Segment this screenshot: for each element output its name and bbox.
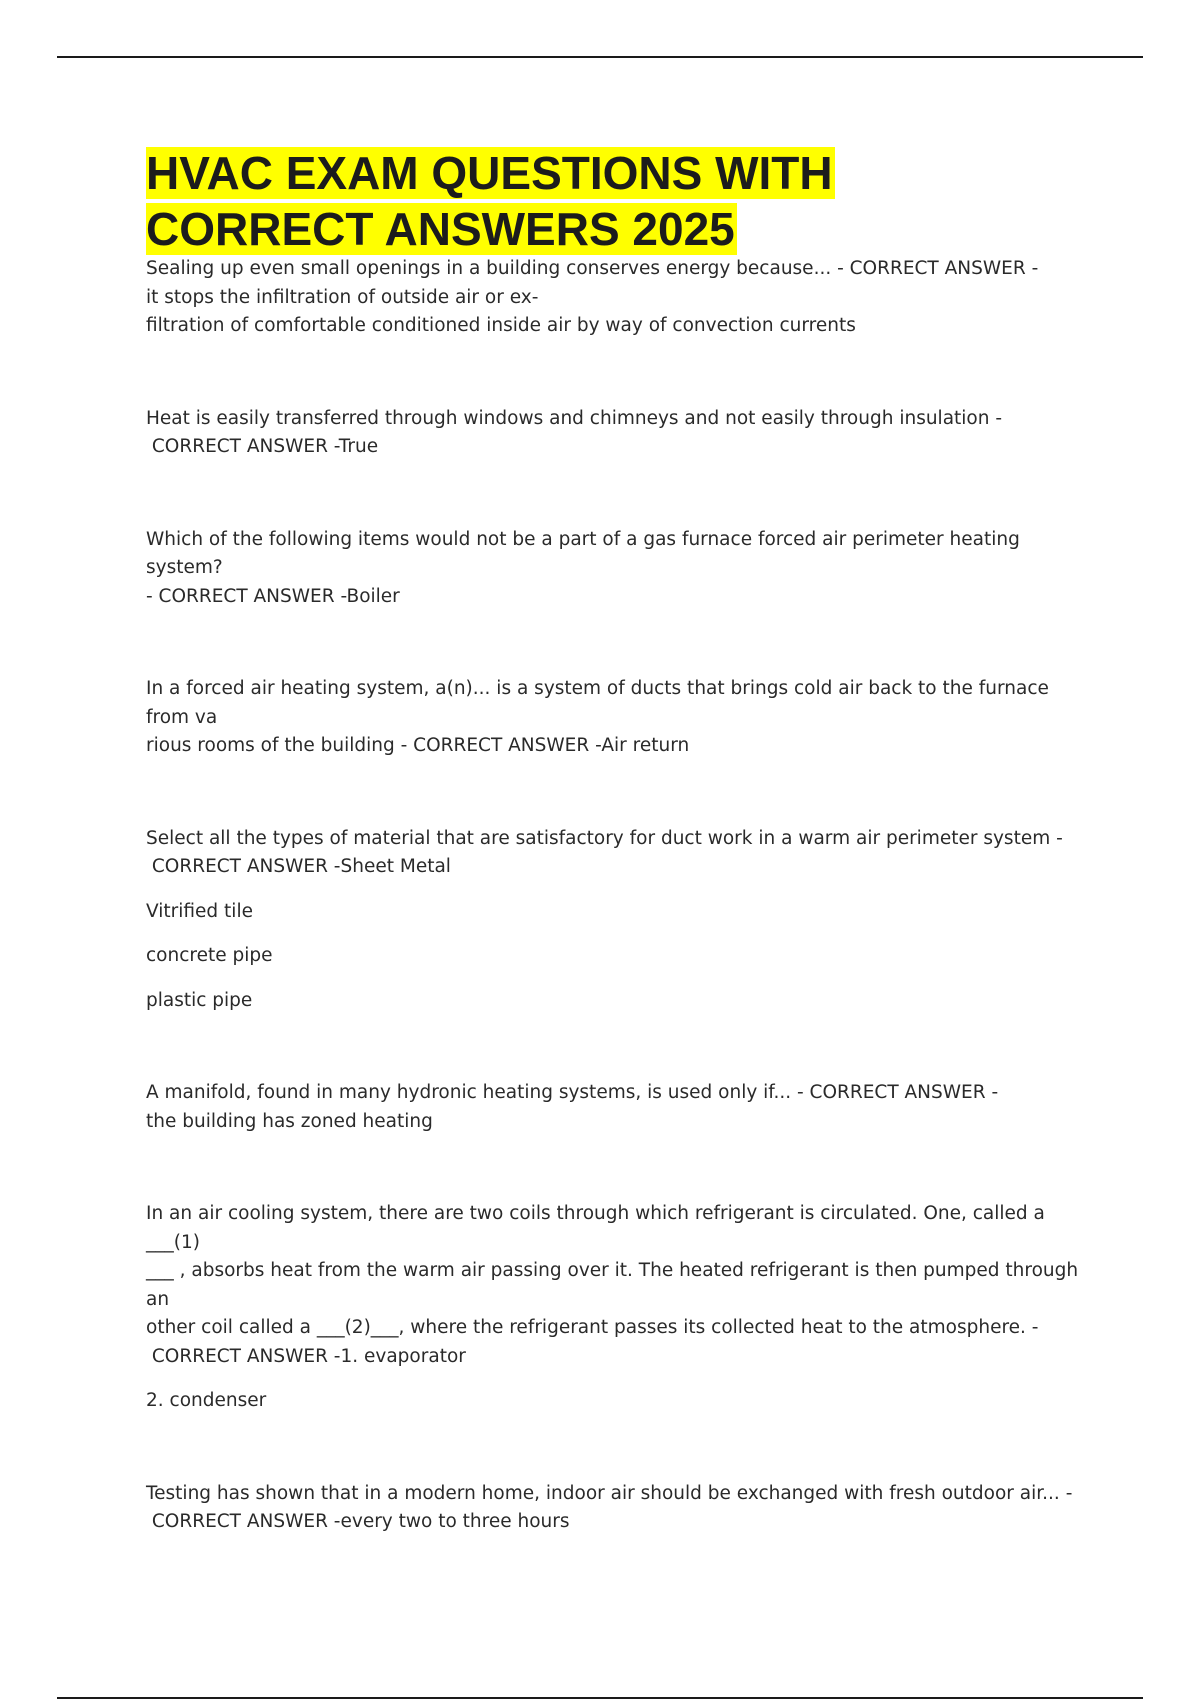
qa-extra-line: Vitrified tile (146, 900, 253, 922)
qa-item (146, 675, 1096, 761)
qa-extra-line: 2. condenser (146, 1390, 267, 1411)
qa-line: other coil called a ___(2)___, where the refrigerant passes its collected heat to the atmosphere. - (146, 1317, 1039, 1338)
top-rule (57, 56, 1143, 58)
qa-line: Which of the following items would not be a part of a gas furnace forced air perimeter heating system? (146, 528, 1020, 578)
qa-line: Heat is easily transferred through windows and chimneys and not easily through insulation - (146, 407, 1003, 429)
qa-extra-line: plastic pipe (146, 989, 253, 1011)
qa-line: CORRECT ANSWER -Sheet Metal (146, 856, 451, 877)
title-line-2: CORRECT ANSWERS 2025 (146, 203, 735, 255)
qa-item (146, 1200, 1096, 1416)
qa-line: it stops the infiltration of outside air or ex- (146, 286, 539, 308)
qa-line: In an air cooling system, there are two coils through which refrigerant is circulated. One, called a ___(1) (146, 1203, 1045, 1253)
qa-extra-line: concrete pipe (146, 945, 273, 966)
qa-line: CORRECT ANSWER -every two to three hours (146, 1511, 570, 1532)
qa-line: Sealing up even small openings in a building conserves energy because... - CORRECT ANSWER - (146, 258, 1039, 279)
bottom-rule (57, 1697, 1143, 1699)
qa-line: In a forced air heating system, a(n)... is a system of ducts that brings cold air back to the furnace from va (146, 678, 1049, 728)
qa-line: Select all the types of material that are satisfactory for duct work in a warm air perimeter system - (146, 827, 1063, 849)
qa-line: the building has zoned heating (146, 1110, 433, 1132)
qa-item (146, 255, 1096, 341)
page-content (146, 145, 1096, 1537)
qa-line: A manifold, found in many hydronic heating systems, is used only if... - CORRECT ANSWER - (146, 1082, 999, 1103)
title-line-1: HVAC EXAM QUESTIONS WITH (146, 147, 833, 199)
qa-line: ___ , absorbs heat from the warm air passing over it. The heated refrigerant is then pumped through an (146, 1260, 1079, 1310)
document-title (146, 145, 1096, 257)
qa-line: Testing has shown that in a modern home, indoor air should be exchanged with fresh outdoor air... - (146, 1482, 1073, 1504)
qa-line: rious rooms of the building - CORRECT ANSWER -Air return (146, 735, 690, 756)
qa-line: CORRECT ANSWER -True (146, 436, 379, 457)
qa-line: CORRECT ANSWER -1. evaporator (146, 1345, 466, 1367)
qa-item (146, 526, 1096, 612)
qa-item (146, 1480, 1096, 1537)
qa-line: filtration of comfortable conditioned inside air by way of convection currents (146, 315, 856, 336)
qa-line: - CORRECT ANSWER -Boiler (146, 585, 400, 607)
qa-item (146, 825, 1096, 1016)
qa-item (146, 1079, 1096, 1136)
qa-item (146, 405, 1096, 462)
